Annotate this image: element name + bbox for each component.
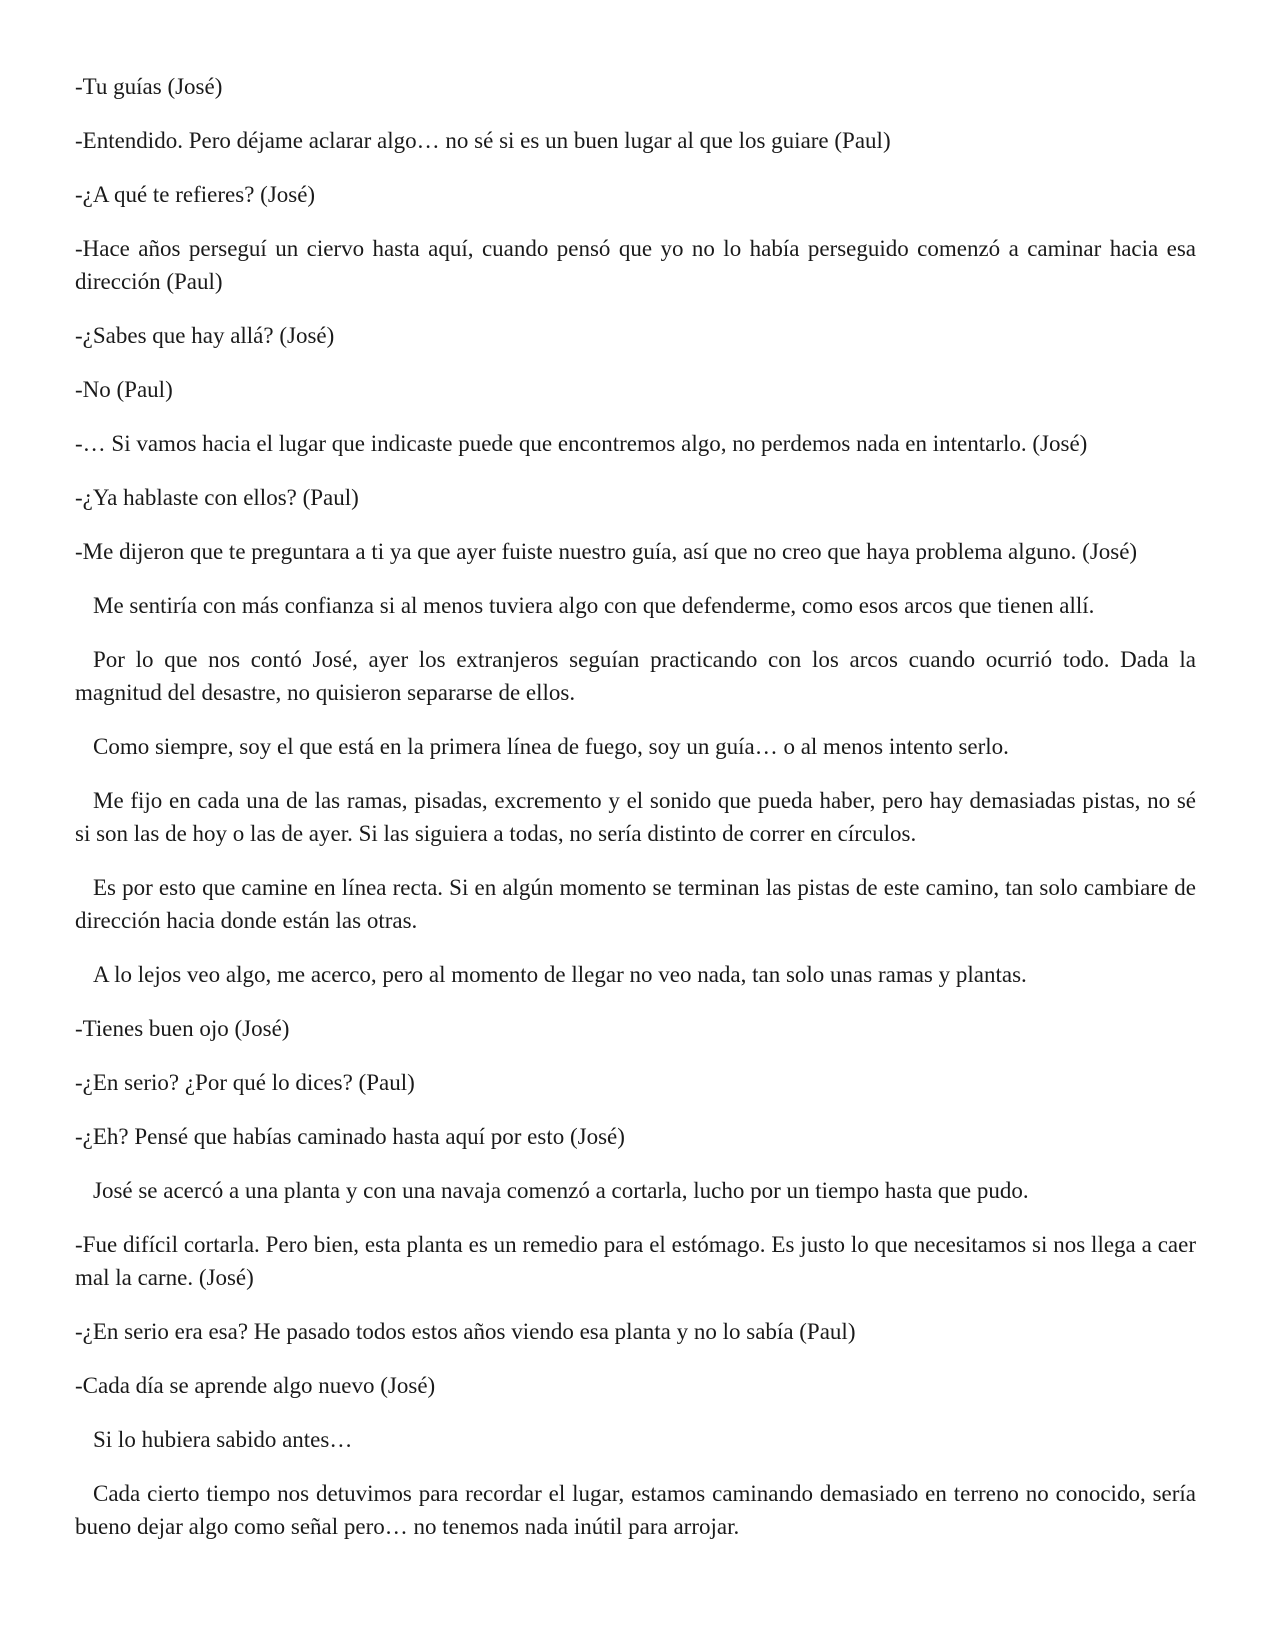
dialogue-line: -Fue difícil cortarla. Pero bien, esta planta es un remedio para el estómago. Es justo lo que necesitamos si nos llega a caer mal la carne. (José) <box>75 1232 1196 1290</box>
dialogue-line: -¿En serio? ¿Por qué lo dices? (Paul) <box>75 1070 415 1095</box>
dialogue-line: -¿Ya hablaste con ellos? (Paul) <box>75 485 359 510</box>
dialogue-line: -Cada día se aprende algo nuevo (José) <box>75 1373 436 1398</box>
dialogue-line: -¿A qué te refieres? (José) <box>75 182 316 207</box>
narration-paragraph: Es por esto que camine en línea recta. Si en algún momento se terminan las pistas de este camino, tan solo cambiare de dirección hacia donde están las otras. <box>75 875 1196 933</box>
narration-paragraph: Como siempre, soy el que está en la primera línea de fuego, soy un guía… o al menos intento serlo. <box>93 734 1009 759</box>
dialogue-line: -Tienes buen ojo (José) <box>75 1016 290 1041</box>
narration-paragraph: Por lo que nos contó José, ayer los extranjeros seguían practicando con los arcos cuando ocurrió todo. Dada la magnitud del desastre, no quisieron separarse de ellos. <box>75 647 1196 705</box>
narration-paragraph: Me sentiría con más confianza si al menos tuviera algo con que defenderme, como esos arcos que tienen allí. <box>93 593 1095 618</box>
document-page <box>75 70 1196 1564</box>
dialogue-line: -Me dijeron que te preguntara a ti ya que ayer fuiste nuestro guía, así que no creo que haya problema alguno. (José) <box>75 539 1138 564</box>
narration-paragraph: Cada cierto tiempo nos detuvimos para recordar el lugar, estamos caminando demasiado en terreno no conocido, sería bueno dejar algo como señal pero… no tenemos nada inútil para arrojar. <box>75 1481 1196 1539</box>
dialogue-line: -Entendido. Pero déjame aclarar algo… no sé si es un buen lugar al que los guiare (Paul) <box>75 128 891 153</box>
dialogue-line: -Hace años perseguí un ciervo hasta aquí, cuando pensó que yo no lo había perseguido comenzó a caminar hacia esa dirección (Paul) <box>75 236 1196 294</box>
narration-paragraph: A lo lejos veo algo, me acerco, pero al momento de llegar no veo nada, tan solo unas ramas y plantas. <box>93 962 1027 987</box>
dialogue-line: -Tu guías (José) <box>75 74 223 99</box>
narration-paragraph: Si lo hubiera sabido antes… <box>93 1427 353 1452</box>
narration-paragraph: José se acercó a una planta y con una navaja comenzó a cortarla, lucho por un tiempo hasta que pudo. <box>93 1178 1029 1203</box>
dialogue-line: -No (Paul) <box>75 377 173 402</box>
dialogue-line: -¿En serio era esa? He pasado todos estos años viendo esa planta y no lo sabía (Paul) <box>75 1319 856 1344</box>
narration-paragraph: Me fijo en cada una de las ramas, pisadas, excremento y el sonido que pueda haber, pero hay demasiadas pistas, no sé si son las de hoy o las de ayer. Si las siguiera a todas, no sería distinto de correr en círculos. <box>75 788 1196 846</box>
dialogue-line: -¿Sabes que hay allá? (José) <box>75 323 335 348</box>
dialogue-line: -¿Eh? Pensé que habías caminado hasta aquí por esto (José) <box>75 1124 625 1149</box>
dialogue-line: -… Si vamos hacia el lugar que indicaste puede que encontremos algo, no perdemos nada en intentarlo. (José) <box>75 431 1088 456</box>
